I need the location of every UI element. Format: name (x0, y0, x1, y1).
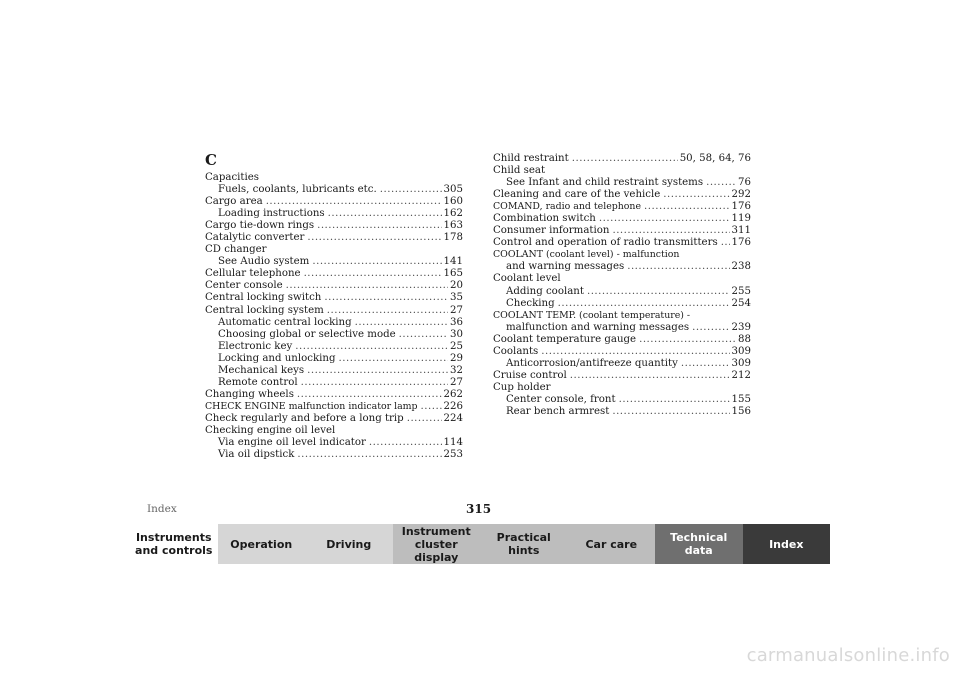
entry-text: Coolant temperature gauge (493, 333, 637, 345)
entry-text: Checking engine oil level (205, 424, 336, 436)
entry-page-number[interactable]: 255 (731, 285, 751, 297)
dot-leader (612, 225, 729, 237)
dot-leader (297, 389, 442, 401)
entry-text: Automatic central locking (218, 316, 352, 328)
index-entry (493, 370, 751, 382)
entry-page-number[interactable]: 262 (443, 388, 463, 400)
index-subentry (205, 365, 463, 377)
dot-leader (266, 196, 442, 208)
index-column-right (493, 153, 751, 418)
index-subentry (493, 298, 751, 310)
index-entry (205, 196, 463, 208)
index-subentry (493, 286, 751, 298)
tab-car-care[interactable]: Car care (568, 524, 656, 564)
section-letter: C (205, 151, 217, 169)
dot-leader (619, 394, 730, 406)
dot-leader (599, 213, 730, 225)
entry-text: Loading instructions (218, 208, 325, 220)
dot-leader (639, 334, 736, 346)
tab-practical-hints[interactable]: Practical hints (480, 524, 568, 564)
index-entry (205, 413, 463, 425)
entry-text: Cellular telephone (205, 268, 301, 280)
entry-text: Coolants (493, 345, 539, 357)
index-entry (205, 220, 463, 232)
index-entry (205, 172, 463, 184)
index-entry (205, 268, 463, 280)
entry-page-number[interactable]: 226 (443, 400, 463, 412)
index-column-left (205, 148, 463, 461)
entry-text: Changing wheels (205, 388, 294, 400)
index-entry (205, 292, 463, 304)
entry-page-number[interactable]: 114 (443, 437, 463, 449)
entry-page-number[interactable]: 305 (443, 184, 463, 196)
dot-leader (627, 261, 729, 273)
entry-text: Checking (506, 297, 555, 309)
entry-text: Electronic key (218, 340, 293, 352)
index-subentry (205, 317, 463, 329)
entry-text: Center console, front (506, 393, 616, 405)
dot-leader (327, 305, 448, 317)
dot-leader (304, 268, 442, 280)
dot-leader (692, 322, 729, 334)
index-subentry (493, 358, 751, 370)
tab-operation[interactable]: Operation (218, 524, 306, 564)
dot-leader (307, 232, 441, 244)
index-entry (493, 273, 751, 285)
entry-page-number[interactable]: 27 (450, 376, 463, 388)
entry-page-number[interactable]: 309 (731, 345, 751, 357)
entry-text: CD changer (205, 244, 267, 256)
entry-text: Catalytic converter (205, 232, 305, 244)
entry-page-number[interactable]: 178 (443, 232, 463, 244)
index-entry (205, 305, 463, 317)
entry-page-number[interactable]: 176 (731, 201, 751, 213)
index-entry (493, 201, 751, 213)
entry-page-number[interactable]: 32 (450, 364, 463, 376)
entry-page-number[interactable]: 25 (450, 340, 463, 352)
dot-leader (286, 280, 448, 292)
dot-leader (612, 406, 729, 418)
index-entry (205, 244, 463, 256)
dot-leader (339, 353, 449, 365)
index-entry (493, 382, 751, 394)
entry-text: COMAND, radio and telephone (493, 201, 642, 213)
entry-text: Cargo tie-down rings (205, 220, 315, 232)
index-subentry (205, 208, 463, 220)
entry-page-number[interactable]: 156 (731, 405, 751, 417)
entry-page-number[interactable]: 141 (443, 256, 463, 268)
entry-page-number[interactable]: 162 (443, 208, 463, 220)
entry-text: Locking and unlocking (218, 352, 336, 364)
entry-page-number[interactable]: 20 (450, 280, 463, 292)
index-entry (205, 232, 463, 244)
entry-text: See Audio system (218, 256, 310, 268)
entry-page-number[interactable]: 163 (443, 220, 463, 232)
entry-text: and warning messages (506, 261, 625, 273)
entry-text: Cup holder (493, 381, 551, 393)
index-subentry (205, 184, 463, 196)
entry-page-number[interactable]: 239 (731, 321, 751, 333)
entry-text: Cruise control (493, 369, 567, 381)
entry-text: Anticorrosion/antifreeze quantity (506, 357, 678, 369)
entry-text: COOLANT TEMP. (coolant temperature) - (493, 309, 691, 321)
tab-instruments-and-controls[interactable]: Instruments and controls (130, 524, 218, 564)
index-subentry (493, 406, 751, 418)
entry-text: COOLANT (coolant level) - malfunction (493, 249, 680, 261)
entry-page-number[interactable]: 165 (443, 268, 463, 280)
entry-text: Cargo area (205, 196, 263, 208)
entry-page-number[interactable]: 50, 58, 64, 76 (679, 153, 751, 164)
entry-text: Cleaning and care of the vehicle (493, 189, 661, 201)
dot-leader (301, 377, 448, 389)
dot-leader (317, 220, 441, 232)
tab-technical-data[interactable]: Technical data (655, 524, 743, 564)
dot-leader (706, 177, 736, 189)
entry-text: Coolant level (493, 273, 561, 285)
dot-leader (380, 184, 442, 196)
index-subentry (493, 394, 751, 406)
entry-text: Choosing global or selective mode (218, 328, 396, 340)
dot-leader (541, 346, 729, 358)
entry-text: Mechanical keys (218, 364, 305, 376)
index-subentry (205, 437, 463, 449)
entry-page-number[interactable]: 155 (731, 393, 751, 405)
entry-text: Via engine oil level indicator (218, 437, 366, 449)
index-subentry (493, 177, 751, 189)
dot-leader (399, 329, 448, 341)
dot-leader (355, 317, 448, 329)
index-entry (493, 249, 751, 261)
index-entry (493, 237, 751, 249)
tab-driving[interactable]: Driving (305, 524, 393, 564)
index-entry (493, 334, 751, 346)
dot-leader (295, 341, 448, 353)
entry-page-number[interactable]: 309 (731, 357, 751, 369)
entry-text: Check regularly and before a long trip (205, 412, 404, 424)
entry-page-number[interactable]: 176 (731, 237, 751, 249)
footer-section-label: Index (147, 503, 177, 515)
entry-page-number[interactable]: 119 (731, 213, 751, 225)
dot-leader (324, 292, 448, 304)
index-subentry (205, 449, 463, 461)
entry-page-number[interactable]: 253 (443, 449, 463, 461)
index-entry (493, 165, 751, 177)
entry-page-number[interactable]: 27 (450, 304, 463, 316)
index-entry (493, 310, 751, 322)
watermark-text: carmanualsonline.info (746, 645, 950, 666)
entry-page-number[interactable]: 88 (738, 333, 751, 345)
index-entry (205, 389, 463, 401)
entry-text: Fuels, coolants, lubricants etc. (218, 184, 377, 196)
tab-instrument-cluster-display[interactable]: Instrument cluster display (393, 524, 481, 564)
dot-leader (558, 298, 730, 310)
entry-page-number[interactable]: 212 (731, 369, 751, 381)
entry-page-number[interactable]: 311 (731, 225, 751, 237)
index-subentry (205, 353, 463, 365)
dot-leader (407, 413, 442, 425)
entry-text: Central locking switch (205, 292, 322, 304)
tab-index[interactable]: Index (743, 524, 831, 564)
dot-leader (663, 189, 729, 201)
index-entry (493, 213, 751, 225)
entry-text: Consumer information (493, 225, 610, 237)
entry-text: Center console (205, 280, 283, 292)
chapter-nav-bar (130, 524, 830, 564)
index-entry (493, 189, 751, 201)
index-subentry (205, 256, 463, 268)
dot-leader (587, 286, 730, 298)
index-entry (493, 153, 751, 165)
dot-leader (312, 256, 441, 268)
dot-leader (572, 153, 678, 165)
index-subentry (493, 261, 751, 273)
entry-page-number[interactable]: 35 (450, 292, 463, 304)
index-subentry (493, 322, 751, 334)
entry-text: Combination switch (493, 213, 596, 225)
entry-page-number[interactable]: 36 (450, 316, 463, 328)
dot-leader (297, 449, 441, 461)
dot-leader (328, 208, 442, 220)
index-entry (493, 346, 751, 358)
entry-page-number[interactable]: 224 (443, 412, 463, 424)
entry-text: Central locking system (205, 304, 324, 316)
entry-text: Rear bench armrest (506, 405, 610, 417)
entry-page-number[interactable]: 254 (731, 297, 751, 309)
entry-page-number[interactable]: 292 (731, 189, 751, 201)
page-number: 315 (466, 502, 492, 516)
entry-page-number[interactable]: 30 (450, 328, 463, 340)
entry-page-number[interactable]: 160 (443, 196, 463, 208)
entry-text: Remote control (218, 376, 298, 388)
index-subentry (205, 377, 463, 389)
index-entry (205, 280, 463, 292)
entry-text: See Infant and child restraint systems (506, 177, 704, 189)
entry-text: malfunction and warning messages (506, 321, 690, 333)
index-entry (205, 401, 463, 413)
entry-page-number[interactable]: 29 (450, 352, 463, 364)
entry-text: CHECK ENGINE malfunction indicator lamp (205, 400, 418, 412)
index-subentry (205, 341, 463, 353)
dot-leader (369, 437, 442, 449)
entry-page-number[interactable]: 238 (731, 261, 751, 273)
entry-text: Via oil dipstick (218, 449, 295, 461)
entry-text: Control and operation of radio transmitters (493, 237, 718, 249)
entry-text: Capacities (205, 172, 260, 183)
index-entry (493, 225, 751, 237)
dot-leader (307, 365, 448, 377)
entry-text: Child seat (493, 165, 546, 177)
dot-leader (681, 358, 730, 370)
left-entries-list (205, 172, 463, 461)
dot-leader (644, 201, 730, 213)
dot-leader (421, 401, 442, 413)
entry-text: Adding coolant (506, 285, 584, 297)
entry-page-number[interactable]: 76 (738, 177, 751, 189)
dot-leader (721, 237, 730, 249)
index-subentry (205, 329, 463, 341)
index-entry (205, 425, 463, 437)
dot-leader (570, 370, 730, 382)
right-entries-list (493, 153, 751, 418)
entry-text: Child restraint (493, 153, 569, 164)
